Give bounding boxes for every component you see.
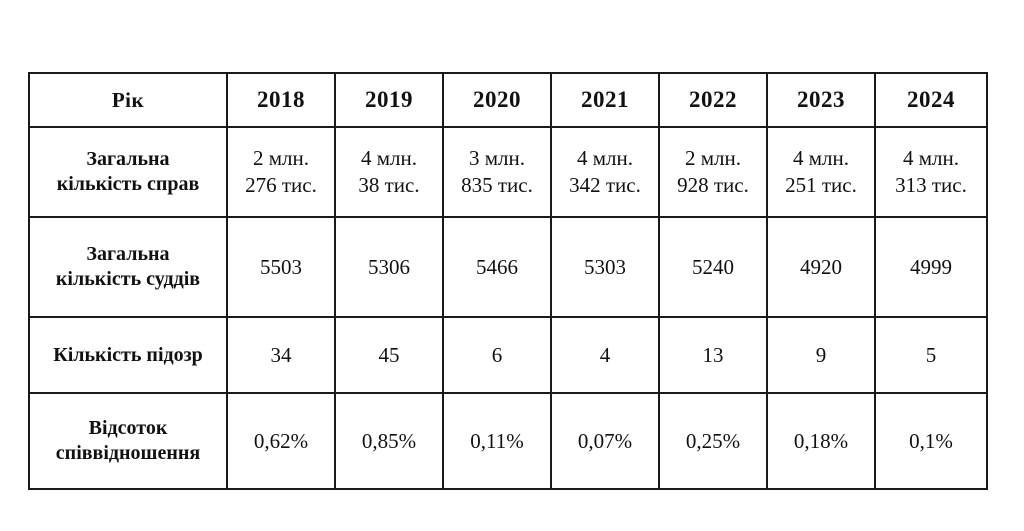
- cell-line-1: 2 млн.: [252, 146, 309, 171]
- cell-line-2: 928 тис.: [677, 173, 749, 197]
- cell-total-judges-2020: 5466: [443, 217, 551, 317]
- table-header: [29, 73, 987, 127]
- cell-suspicions-2020: 6: [443, 317, 551, 393]
- row-label-line-2: кількість суддів: [55, 268, 201, 290]
- cell-suspicions-2018: 34: [227, 317, 335, 393]
- row-label-total-judges: [29, 217, 227, 317]
- cell-total-cases-2019: [335, 127, 443, 217]
- cell-total-cases-2020: [443, 127, 551, 217]
- header-year-2022: 2022: [659, 73, 767, 127]
- row-label-line-2: кількість справ: [56, 173, 200, 195]
- row-label-suspicions: Кількість підозр: [29, 317, 227, 393]
- cell-line-1: 4 млн.: [576, 146, 633, 171]
- statistics-table-container: [28, 72, 986, 490]
- cell-line-2: 342 тис.: [569, 173, 641, 197]
- header-year-2020: 2020: [443, 73, 551, 127]
- cell-line-1: 2 млн.: [684, 146, 741, 171]
- cell-total-cases-2021: [551, 127, 659, 217]
- cell-line-2: 251 тис.: [785, 173, 857, 197]
- table-row: [29, 393, 987, 489]
- cell-suspicions-2021: 4: [551, 317, 659, 393]
- row-label-percentage: [29, 393, 227, 489]
- cell-suspicions-2024: 5: [875, 317, 987, 393]
- cell-suspicions-2023: 9: [767, 317, 875, 393]
- cell-total-judges-2023: 4920: [767, 217, 875, 317]
- cell-percentage-2020: 0,11%: [443, 393, 551, 489]
- cell-total-judges-2024: 4999: [875, 217, 987, 317]
- row-label-line-2: співвідношення: [55, 442, 201, 464]
- cell-percentage-2018: 0,62%: [227, 393, 335, 489]
- row-label-line-1: Загальна: [86, 148, 170, 170]
- table-row: [29, 217, 987, 317]
- cell-line-1: 4 млн.: [792, 146, 849, 171]
- cell-percentage-2019: 0,85%: [335, 393, 443, 489]
- cell-total-judges-2022: 5240: [659, 217, 767, 317]
- header-year-2018: 2018: [227, 73, 335, 127]
- table-header-row: [29, 73, 987, 127]
- cell-total-judges-2021: 5303: [551, 217, 659, 317]
- header-year-2023: 2023: [767, 73, 875, 127]
- cell-line-2: 276 тис.: [245, 173, 317, 197]
- cell-total-cases-2022: [659, 127, 767, 217]
- cell-total-cases-2024: [875, 127, 987, 217]
- statistics-table: [28, 72, 988, 490]
- cell-suspicions-2019: 45: [335, 317, 443, 393]
- header-row-label: Рік: [29, 73, 227, 127]
- cell-line-2: 835 тис.: [461, 173, 533, 197]
- table-row: [29, 127, 987, 217]
- cell-suspicions-2022: 13: [659, 317, 767, 393]
- cell-line-1: 4 млн.: [360, 146, 417, 171]
- header-year-2021: 2021: [551, 73, 659, 127]
- cell-total-judges-2019: 5306: [335, 217, 443, 317]
- row-label-line-1: Загальна: [86, 243, 170, 265]
- row-label-line-1: Відсоток: [88, 417, 168, 439]
- table-body: [29, 127, 987, 489]
- cell-percentage-2022: 0,25%: [659, 393, 767, 489]
- cell-line-1: 4 млн.: [902, 146, 959, 171]
- header-year-2024: 2024: [875, 73, 987, 127]
- cell-total-cases-2018: [227, 127, 335, 217]
- cell-total-cases-2023: [767, 127, 875, 217]
- cell-line-2: 313 тис.: [895, 173, 967, 197]
- row-label-total-cases: [29, 127, 227, 217]
- header-year-2019: 2019: [335, 73, 443, 127]
- cell-percentage-2023: 0,18%: [767, 393, 875, 489]
- cell-percentage-2021: 0,07%: [551, 393, 659, 489]
- cell-line-1: 3 млн.: [468, 146, 525, 171]
- cell-percentage-2024: 0,1%: [875, 393, 987, 489]
- cell-total-judges-2018: 5503: [227, 217, 335, 317]
- table-row: [29, 317, 987, 393]
- cell-line-2: 38 тис.: [358, 173, 420, 197]
